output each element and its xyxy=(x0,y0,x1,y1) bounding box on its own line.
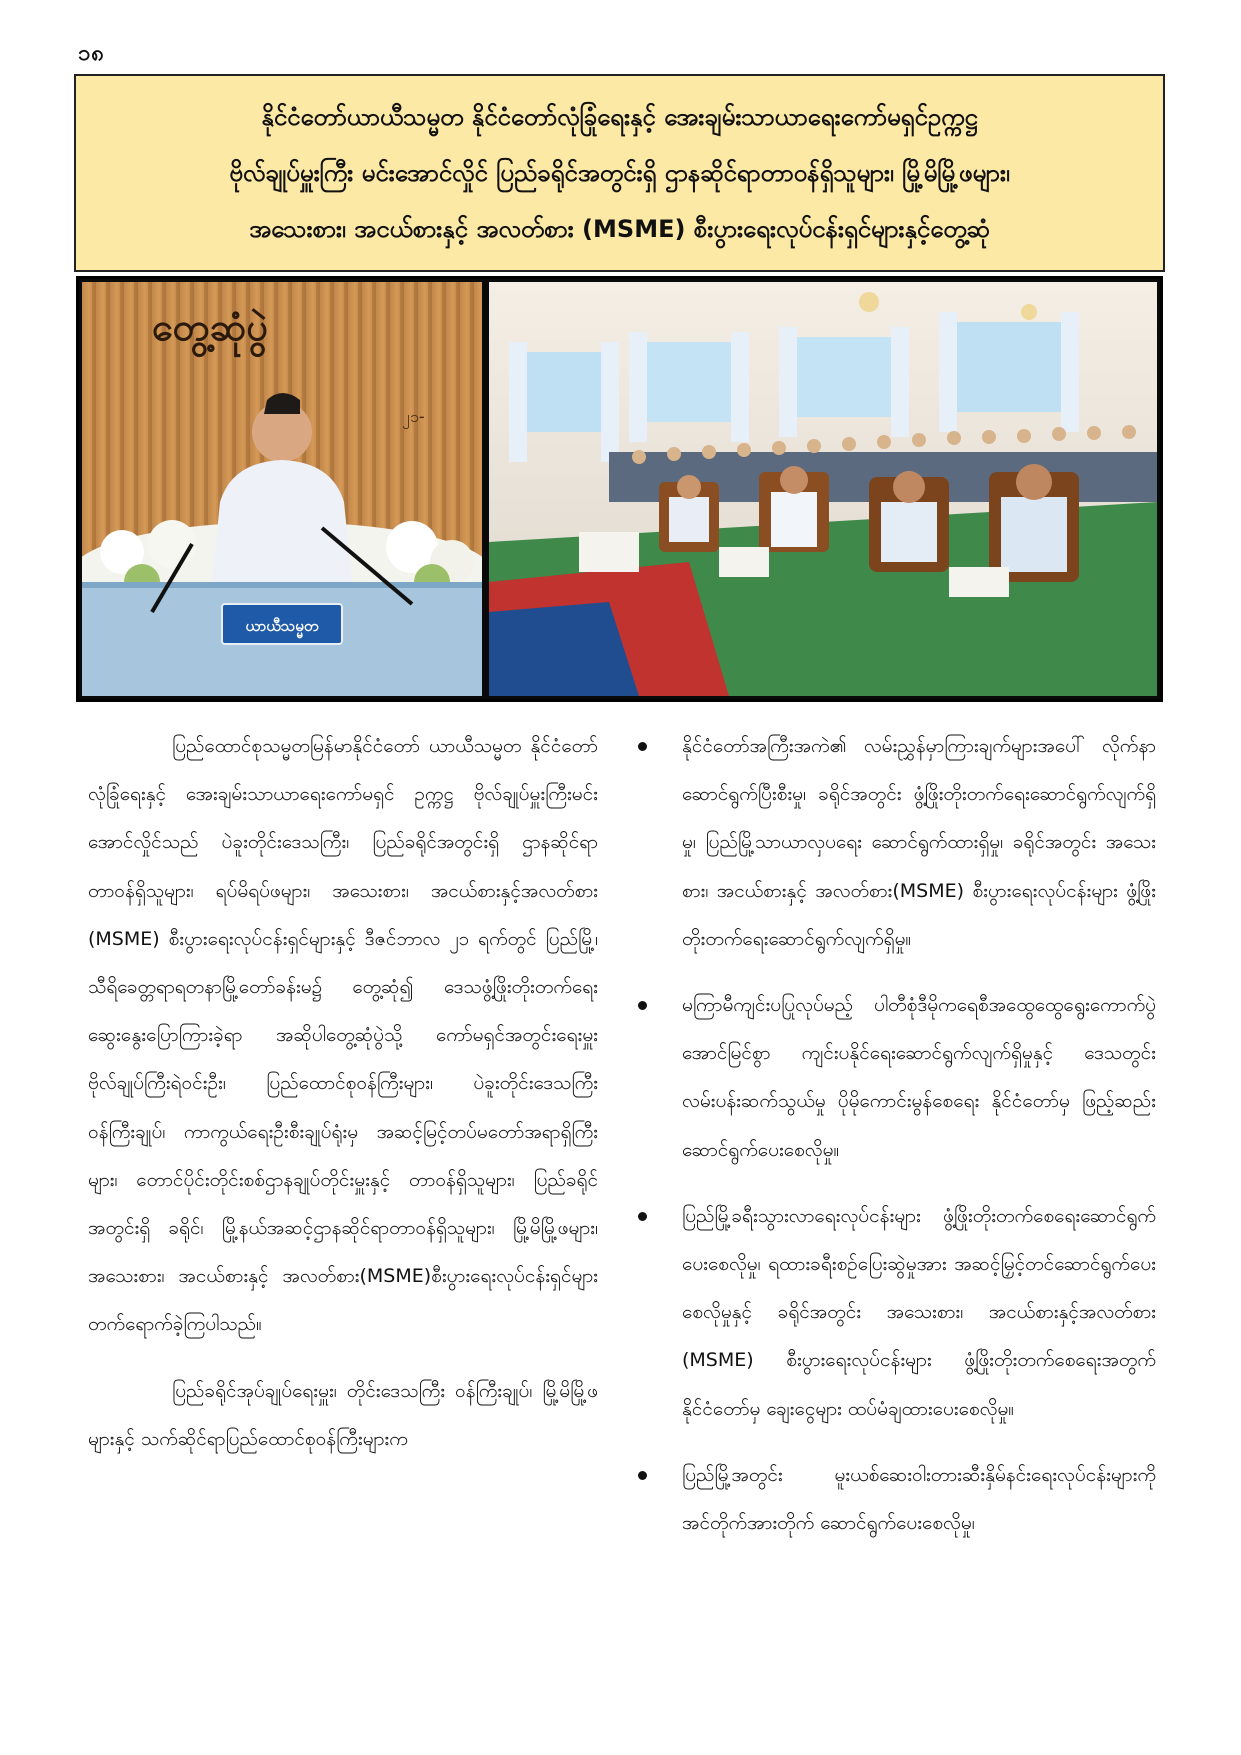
audience-photo xyxy=(489,282,1157,696)
bullet-dot-icon xyxy=(638,742,647,751)
body-paragraph: ပြည်ခရိုင်အုပ်ချုပ်ရေးမှူး၊ တိုင်းဒေသကြီး ဝန်ကြီးချုပ်၊ မြို့မိမြို့ဖများနှင့် သက်ဆိုင်ရာပြည်ထောင်စုဝန်ကြီးများက xyxy=(88,1379,598,1450)
bullet-item xyxy=(636,1192,1156,1433)
speaker-photo xyxy=(82,282,482,696)
bullet-item xyxy=(636,1451,1156,1547)
left-column xyxy=(88,722,598,1463)
headline-box xyxy=(74,74,1165,272)
bullet-text: ပြည်မြို့အတွင်း မူးယစ်ဆေးဝါးတားဆီးနှိမ်နင်းရေးလုပ်ငန်းများကို အင်တိုက်အားတိုက် ဆောင်ရွက်ပေးစေလိုမှု၊ xyxy=(682,1463,1156,1535)
headline-line-1: နိုင်ငံတော်ယာယီသမ္မတ နိုင်ငံတော်လုံခြုံရေးနှင့် အေးချမ်းသာယာရေးကော်မရှင်ဥက္ကဋ္ဌ xyxy=(261,103,978,131)
photo-strip xyxy=(76,276,1163,702)
audience-photo-illustration xyxy=(489,282,1157,696)
bullet-dot-icon xyxy=(638,1001,647,1010)
speaker-photo-illustration xyxy=(82,282,482,696)
banner-date-fragment: ၂၁- xyxy=(402,407,425,426)
speaker-nameplate: ယာယီသမ္မတ xyxy=(245,617,319,635)
bullet-text: ပြည်မြို့ခရီးသွားလာရေးလုပ်ငန်းများ ဖွံ့ဖြိုးတိုးတက်စေရေးဆောင်ရွက်ပေးစေလိုမှု၊ ရထားခရီးစဉ်ပြေးဆွဲမှုအား အဆင့်မြှင့်တင်ဆောင်ရွက်ပေးစေလိုမှုနှင့် ခရိုင်အတွင်း အသေးစား၊ အငယ်စားနှင့်အလတ်စား (MSME) စီးပွားရေးလုပ်ငန်းများ ဖွံ့ဖြိုးတိုးတက်စေရေးအတွက် နိုင်ငံတော်မှ ချေးငွေများ ထပ်မံချထားပေးစေလိုမှု။ xyxy=(682,1204,1156,1420)
bullet-list xyxy=(636,722,1156,1547)
headline-line-2: ဗိုလ်ချုပ်မှူးကြီး မင်းအောင်လှိုင် ပြည်ခရိုင်အတွင်းရှိ ဌာနဆိုင်ရာတာဝန်ရှိသူများ၊ မြို့မိမြို့ဖများ၊ xyxy=(229,159,1010,187)
bullet-text: နိုင်ငံတော်အကြီးအကဲ၏ လမ်းညွှန်မှာကြားချက်များအပေါ် လိုက်နာဆောင်ရွက်ပြီးစီးမှု၊ ခရိုင်အတွင်း ဖွံ့ဖြိုးတိုးတက်ရေးဆောင်ရွက်လျက်ရှိမှု၊ ပြည်မြို့သာယာလှပရေး ဆောင်ရွက်ထားရှိမှု၊ ခရိုင်အတွင်း အသေးစား၊ အငယ်စားနှင့် အလတ်စား(MSME) စီးပွားရေးလုပ်ငန်းများ ဖွံ့ဖြိုးတိုးတက်ရေးဆောင်ရွက်လျက်ရှိမှု။ xyxy=(682,735,1156,950)
page-number: ၁၈ xyxy=(78,41,105,66)
body-paragraph: ပြည်ထောင်စုသမ္မတမြန်မာနိုင်ငံတော် ယာယီသမ္မတ နိုင်ငံတော်လုံခြုံရေးနှင့် အေးချမ်းသာယာရေးကော်မရှင် ဥက္ကဋ္ဌ ဗိုလ်ချုပ်မှူးကြီးမင်းအောင်လှိုင်သည် ပဲခူးတိုင်းဒေသကြီး၊ ပြည်ခရိုင်အတွင်းရှိ ဌာနဆိုင်ရာတာဝန်ရှိသူများ၊ ရပ်မိရပ်ဖများ၊ အသေးစား၊ အငယ်စားနှင့်အလတ်စား (MSME) စီးပွားရေးလုပ်ငန်းရှင်များနှင့် ဒီဇင်ဘာလ ၂၁ ရက်တွင် ပြည်မြို့၊ သီရိခေတ္တရာရတနာမြို့တော်ခန်းမ၌ တွေ့ဆုံ၍ ဒေသဖွံ့ဖြိုးတိုးတက်ရေး ဆွေးနွေးပြောကြားခဲ့ရာ အဆိုပါတွေ့ဆုံပွဲသို့ ကော်မရှင်အတွင်းရေးမှူး ဗိုလ်ချုပ်ကြီးရဲဝင်းဦး၊ ပြည်ထောင်စုဝန်ကြီးများ၊ ပဲခူးတိုင်းဒေသကြီးဝန်ကြီးချုပ်၊ ကာကွယ်ရေးဦးစီးချုပ်ရုံးမှ အဆင့်မြင့်တပ်မတော်အရာရှိကြီးများ၊ တောင်ပိုင်းတိုင်းစစ်ဌာနချုပ်တိုင်းမှူးနှင့် တာဝန်ရှိသူများ၊ ပြည်ခရိုင်အတွင်းရှိ ခရိုင်၊ မြို့နယ်အဆင့်ဌာနဆိုင်ရာတာဝန်ရှိသူများ၊ မြို့မိမြို့ဖများ၊ အသေးစား၊ အငယ်စားနှင့် အလတ်စား(MSME)စီးပွားရေးလုပ်ငန်းရှင်များ တက်ရောက်ခဲ့ကြပါသည်။ xyxy=(88,735,598,1336)
bullet-text: မကြာမီကျင်းပပြုလုပ်မည့် ပါတီစုံဒီမိုကရေစီအထွေထွေရွေးကောက်ပွဲအောင်မြင်စွာ ကျင်းပနိုင်ရေးဆောင်ရွက်လျက်ရှိမှုနှင့် ဒေသတွင်းလမ်းပန်းဆက်သွယ်မှု ပိုမိုကောင်းမွန်စေရေး နိုင်ငံတော်မှ ဖြည့်ဆည်းဆောင်ရွက်ပေးစေလိုမှု။ xyxy=(682,994,1156,1161)
bullet-item xyxy=(636,981,1156,1174)
bullet-dot-icon xyxy=(638,1471,647,1480)
banner-text: တွေ့ဆုံပွဲ xyxy=(152,305,269,349)
headline-line-3: အသေးစား၊ အငယ်စားနှင့် အလတ်စား (MSME) စီးပွားရေးလုပ်ငန်းရှင်များနှင့်တွေ့ဆုံ xyxy=(249,215,990,243)
right-column xyxy=(636,722,1156,1547)
bullet-item xyxy=(636,722,1156,963)
bullet-dot-icon xyxy=(638,1212,647,1221)
